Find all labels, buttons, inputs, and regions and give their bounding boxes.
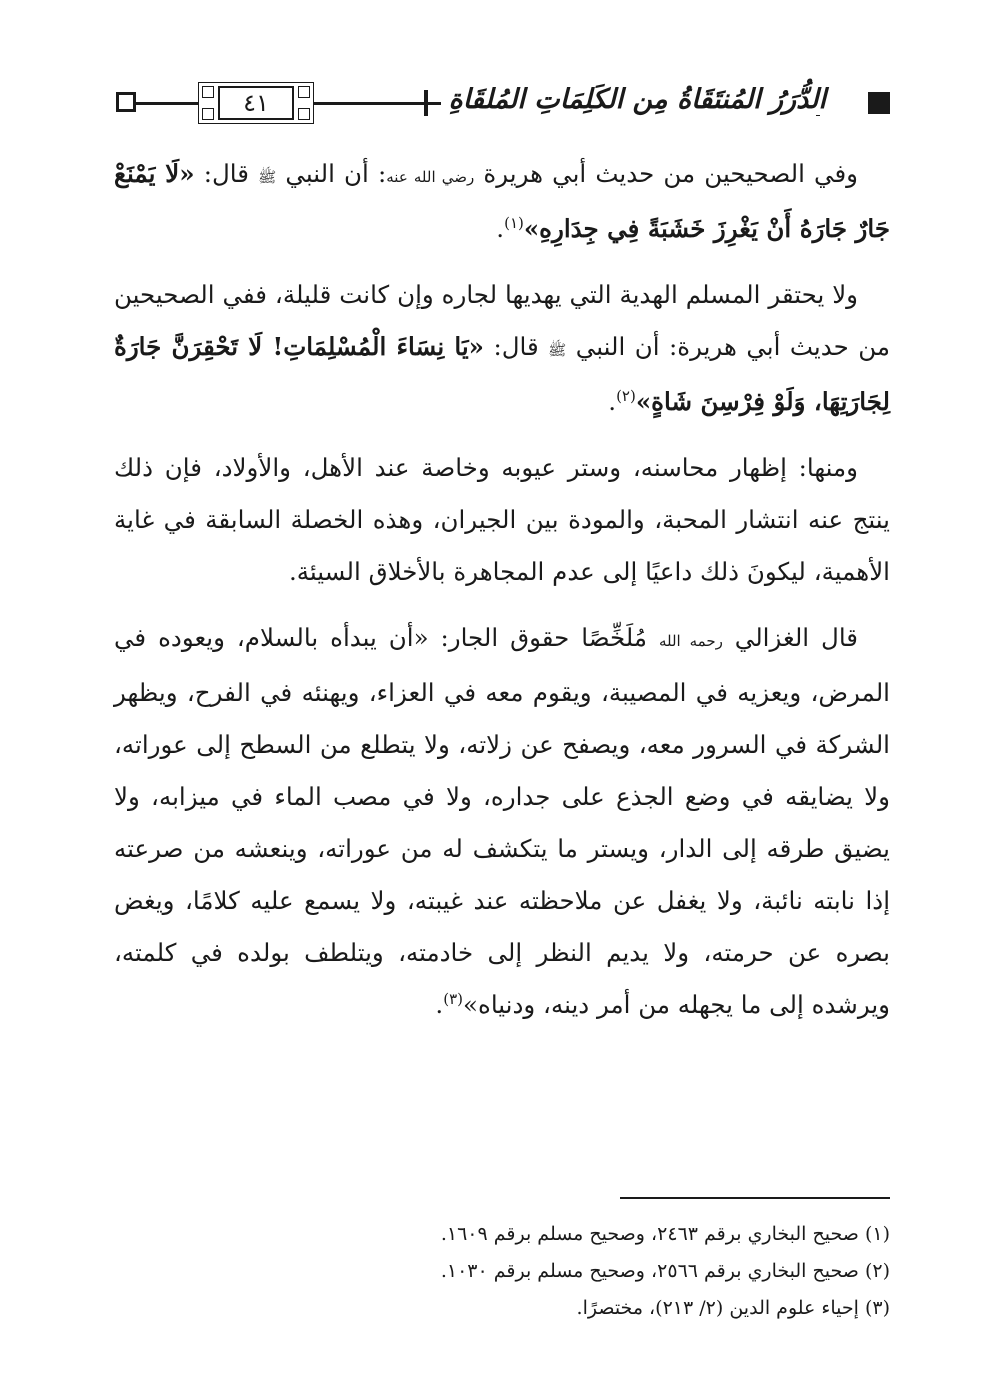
p1-intro: وفي الصحيحين من حديث أبي هريرة [474,159,858,188]
page-header [114,78,890,128]
footnote-ref-1[interactable]: (١) [504,213,524,232]
hadith-text-2: «يَا نِسَاءَ الْمُسْلِمَاتِ! لَا تَحْقِرَنَّ جَارَةٌ لِجَارَتِهَا، وَلَوْ فِرْسِنَ شَاةٍ» [114,332,890,416]
paragraph-3: ومنها: إظهار محاسنه، وستر عيوبه وخاصة عند الأهل، والأولاد، فإن ذلك ينتج عنه انتشار المحبة، والمودة بين الجيران، وهذه الخصلة السابقة في غاية الأهمية، ليكونَ ذلك داعيًا إلى عدم المجاهرة بالأخلاق السيئة. [114,453,890,586]
paragraph-1 [114,148,890,255]
page-number-frame [198,82,314,124]
p1-mid: : أن النبي [276,159,387,188]
p1-tail: . [496,214,505,243]
frame-knot-ornament [202,86,214,98]
footnotes [114,1216,890,1327]
book-title: الدُّرَرُ المُنتَقَاةُ مِن الكَلِمَاتِ المُلقَاةِ [441,84,834,115]
frame-knot-ornament [202,108,214,120]
header-ornament-square-filled [868,92,890,114]
p4-text: مُلَخِّصًا حقوق الجار: «أن يبدأه بالسلام، ويعوده في المرض، ويعزيه في المصيبة، ويقوم معه في العزاء، ويهنئه في الفرح، ويظهر الشركة في السرور معه، ويصفح عن زلاته، ولا يتطلع من السطح إلى عوراته، ولا يضايقه في وضع الجذع على جداره، ولا في مصب الماء في ميزابه، ولا يضيق طرقه إلى الدار، ويستر ما يتكشف له من عوراته، وينعشه من صرعته إذا نابته نائبة، ولا يغفل عن ملاحظته عند غيبته، ولا يسمع عليه كلامًا، ويغض بصره عن حرمته، ولا يديم النظر إلى خادمته، ويتلطف بولده في كلمته، ويرشده إلى ما يجهله من أمر دينه، ودنياه» [114,623,890,1019]
honorific-prophet: ﷺ [548,341,567,359]
footnote-1: (١) صحيح البخاري برقم ٢٤٦٣، وصحيح مسلم برقم ١٦٠٩. [440,1223,890,1245]
p2-tail: . [608,387,617,416]
frame-knot-ornament [298,86,310,98]
header-rule-left [136,102,198,105]
header-ornament-square-outline [116,92,136,112]
p2-text1: ولا يحتقر المسلم الهدية التي يهديها لجاره وإن كانت قليلة، ففي الصحيحين من حديث أبي هريرة: أن النبي [114,280,890,361]
hadith-text-1: «لَا يَمْنَعْ جَارٌ جَارَهُ أَنْ يَغْرِزَ خَشَبَةً فِي جِدَارِهِ» [114,159,890,243]
paragraph-4 [114,612,890,1031]
p4-tail: . [435,990,444,1019]
page-number: ٤١ [218,86,294,120]
honorific-prophet: ﷺ [258,168,277,186]
p1-end: قال: [203,159,259,188]
p2-text2: قال: [483,332,549,361]
honorific-companion: رضي الله عنه [386,168,475,186]
header-ornament-bar [424,90,428,116]
footnote-2: (٢) صحيح البخاري برقم ٢٥٦٦، وصحيح مسلم برقم ١٠٣٠. [440,1260,890,1282]
footnote-3: (٣) إحياء علوم الدين (٢/ ٢١٣)، مختصرًا. [576,1297,890,1319]
p4-intro: قال الغزالي [722,623,859,652]
footnote-ref-2[interactable]: (٢) [616,386,636,405]
footnote-ref-3[interactable]: (٣) [443,989,463,1008]
frame-knot-ornament [298,108,310,120]
footnote-separator [620,1197,890,1199]
honorific-scholar: رحمه الله [658,632,723,650]
main-text [114,148,890,1045]
paragraph-2 [114,269,890,428]
